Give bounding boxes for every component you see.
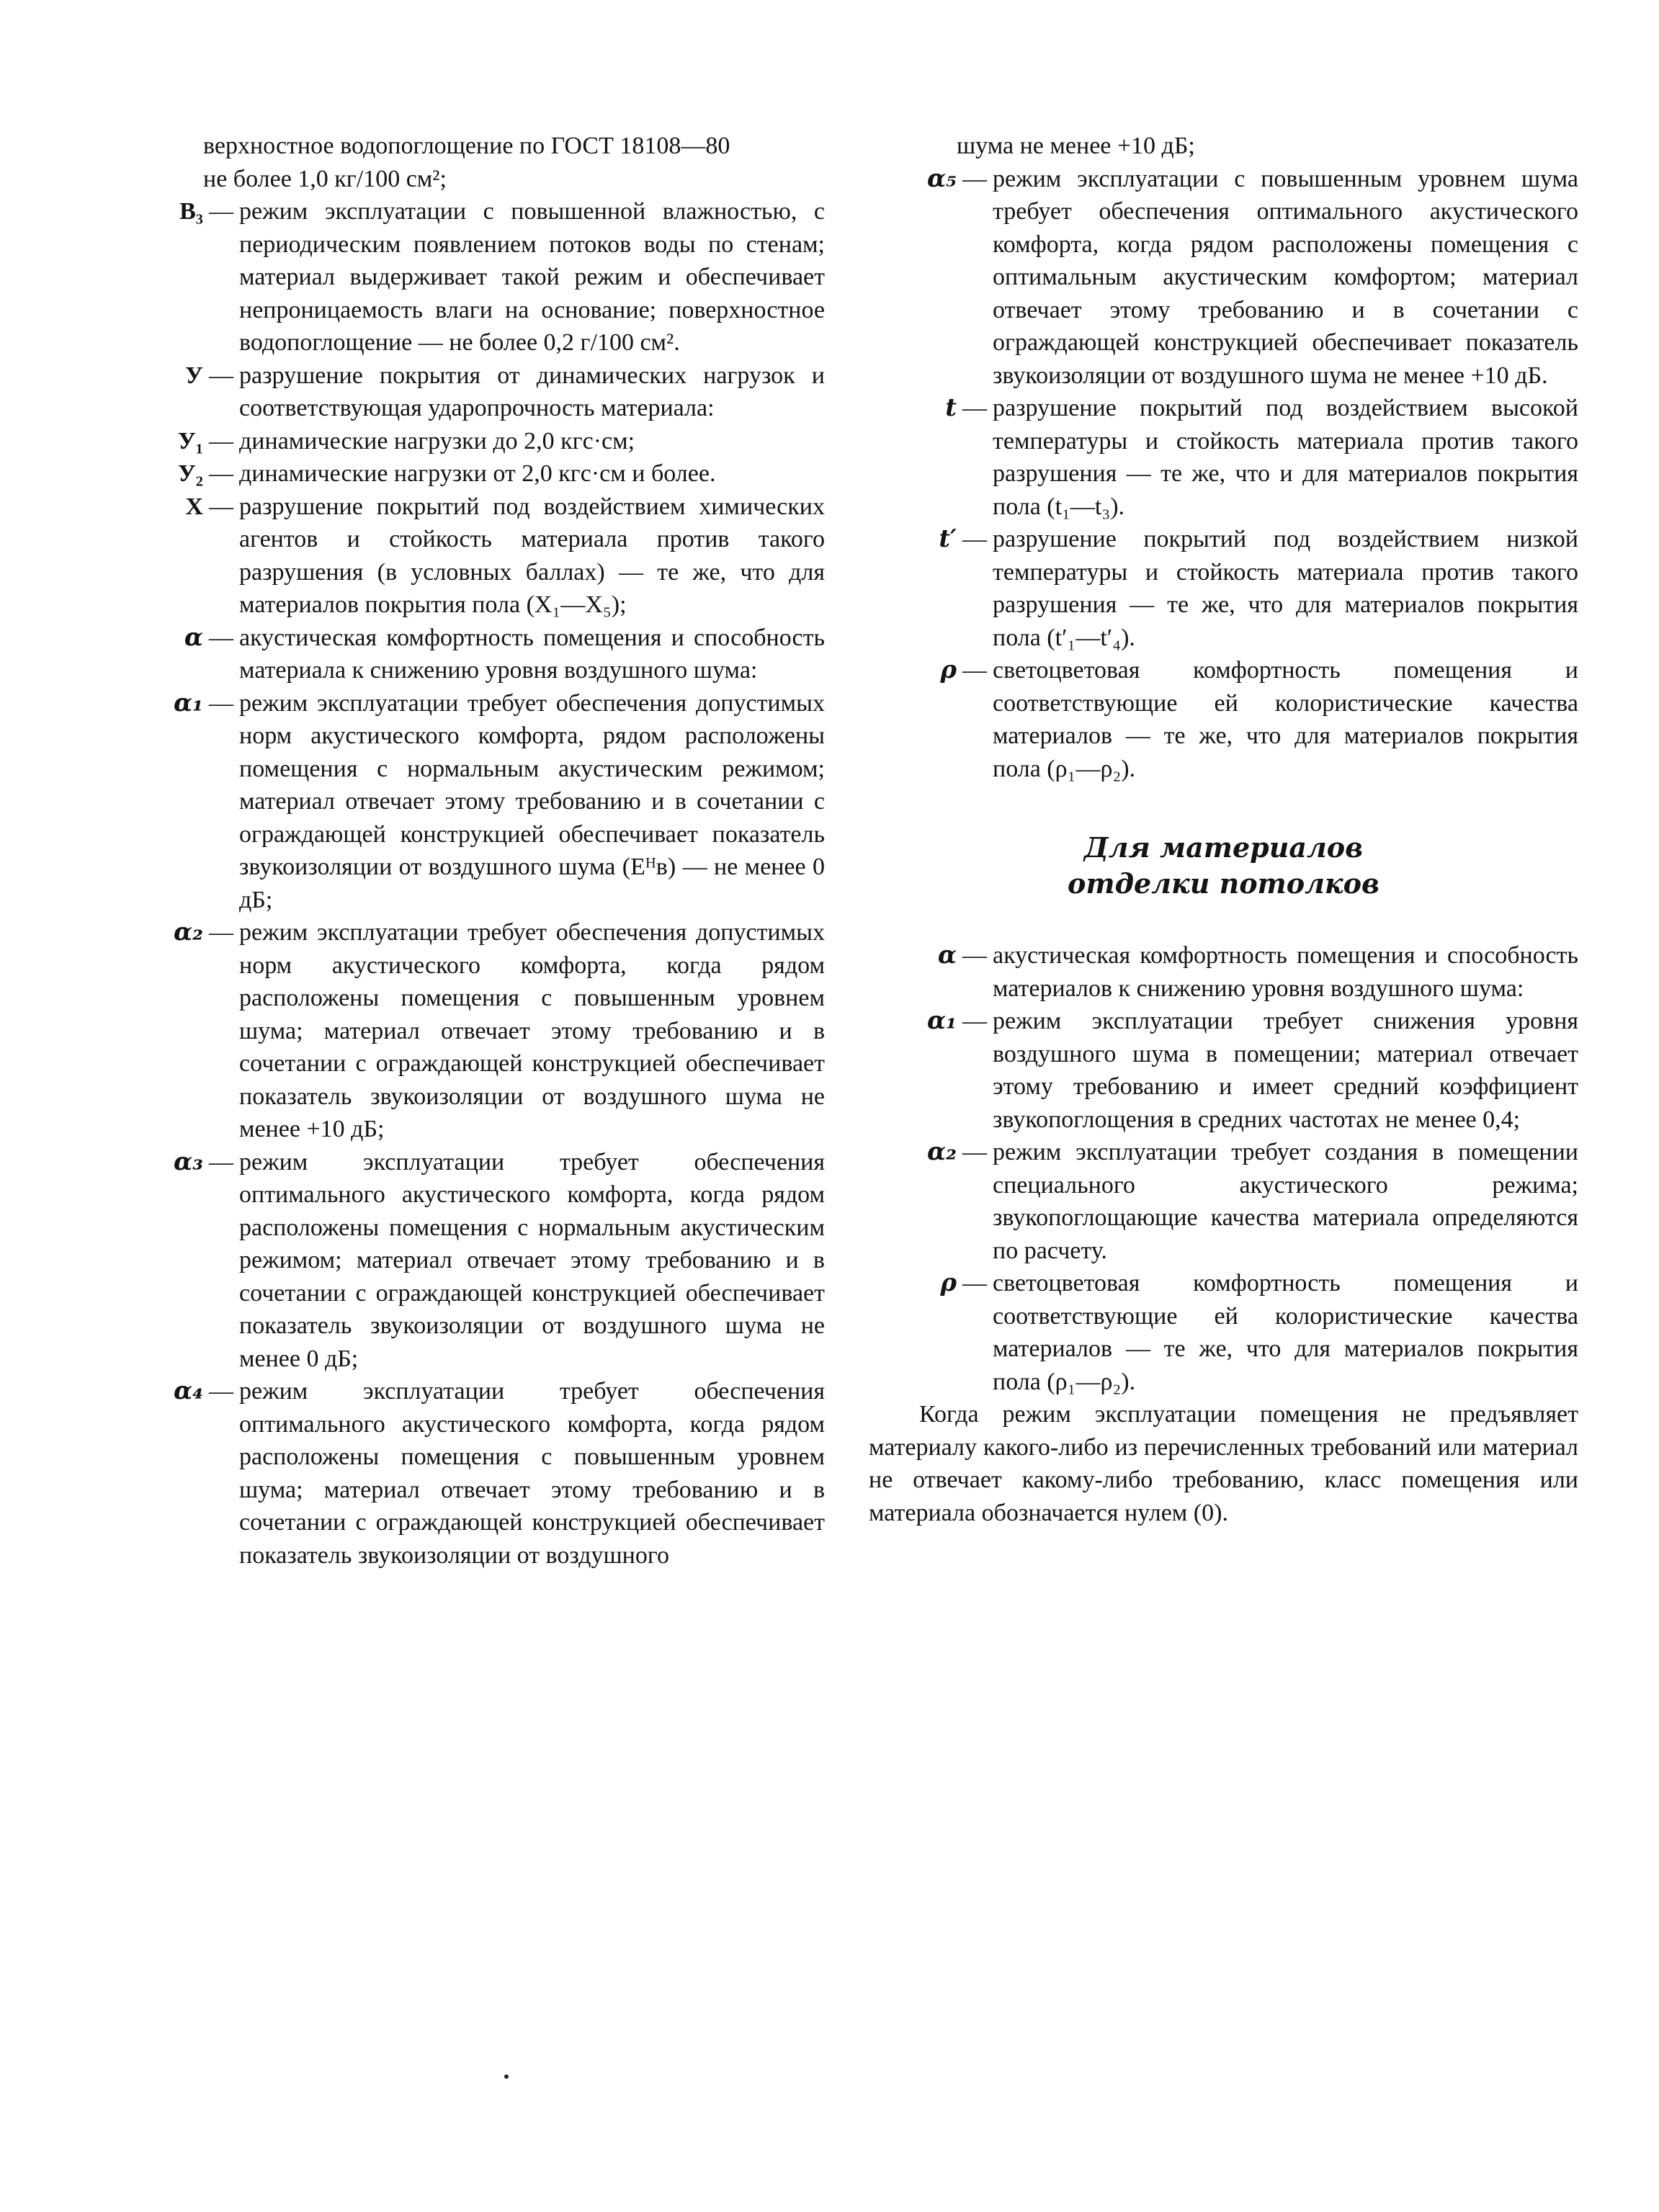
definition-entry [869, 1005, 1578, 1136]
entry-symbol-cell [115, 359, 203, 393]
entry-symbol: α₂ [173, 918, 203, 946]
entry-symbol-cell [869, 163, 957, 196]
closing-paragraph: Когда режим эксплуатации помещения не предъявляет материалу какого-либо из перечисленных требований или материал не отвечает какому-либо требованию, класс помещения или материала обозначается нулем (0). [869, 1401, 1578, 1526]
definition-entry [869, 392, 1578, 523]
entry-dash: — [962, 395, 987, 421]
entry-symbol: ρ [940, 1268, 957, 1297]
entry-text: режим эксплуатации требует снижения уровня воздушного шума в помещении; материал отвечает этому требованию и имеет средний коэффициент звукопоглощения в средних частотах не менее 0,4; [993, 1008, 1578, 1133]
entry-text: акустическая комфортность помещения и способность материала к снижению уровня воздушного шума: [239, 624, 825, 684]
entry-symbol: У₁ [177, 427, 203, 455]
definition-entry [115, 359, 825, 425]
entry-dash: — [962, 1008, 987, 1034]
entry-dash: — [209, 362, 233, 389]
entry-symbol: В₃ [179, 198, 203, 225]
entry-text: разрушение покрытий под воздействием низкой температуры и стойкость материала против такого разрушения — те же, что для материалов покрытия пола (t′₁—t′₄). [993, 526, 1578, 651]
continuation-line: шума не менее +10 дБ; [957, 133, 1195, 159]
entry-symbol-cell [869, 654, 957, 687]
definition-entry [869, 1267, 1578, 1398]
entry-symbol-cell [115, 491, 203, 524]
definition-entry [115, 425, 825, 458]
entry-dash: — [962, 942, 987, 969]
entry-dash: — [209, 624, 233, 651]
entry-text: светоцветовая комфортность помещения и соответствующие ей колористические качества материалов — те же, что для материалов покрытия пола (ρ₁—ρ₂). [993, 657, 1578, 782]
entry-symbol-cell [869, 939, 957, 972]
entry-dash: — [962, 1270, 987, 1297]
entry-symbol: α₅ [926, 164, 957, 193]
entry-text: разрушение покрытий под воздействием химических агентов и стойкость материала против такого разрушения (в условных баллах) — те же, что для материалов покрытия пола (X₁—X₅); [239, 493, 825, 618]
entry-text: режим эксплуатации требует обеспечения оптимального акустического комфорта, когда рядом расположены помещения с повышенным уровнем шума; материал отвечает этому требованию и в сочетании с ограждающей конструкцией обеспечивает показатель звукоизоляции от воздушного [239, 1378, 825, 1569]
entry-dash: — [209, 1148, 233, 1176]
entry-symbol-cell [115, 1375, 203, 1408]
definition-entry [115, 622, 825, 687]
entry-text: режим эксплуатации требует обеспечения допустимых норм акустического комфорта, когда рядом расположены помещения с повышенным уровнем шума; материал отвечает этому требованию и в сочетании с ограждающей конструкцией обеспечивает показатель звукоизоляции от воздушного шума не менее +10 дБ; [239, 919, 825, 1142]
right-entries-list [869, 163, 1578, 786]
entry-text: динамические нагрузки от 2,0 кгс·см и более. [239, 460, 716, 487]
heading-line: отделки потолков [1068, 867, 1379, 900]
entry-text: разрушение покрытия от динамических нагрузок и соответствующая ударопрочность материала: [239, 362, 825, 421]
entry-symbol-cell [115, 1146, 203, 1179]
definition-entry [869, 523, 1578, 654]
entry-text: режим эксплуатации требует создания в помещении специального акустического режима; звукопоглощающие качества материала определяются по расчету. [993, 1139, 1578, 1264]
entry-symbol: α₂ [926, 1137, 957, 1166]
definition-entry [115, 457, 825, 491]
entry-dash: — [209, 198, 233, 225]
entry-dash: — [209, 1378, 233, 1405]
intro-line: не более 1,0 кг/100 см²; [203, 165, 447, 192]
ceiling-entries-list [869, 939, 1578, 1398]
entry-symbol: ρ [940, 655, 957, 684]
right-column [869, 130, 1578, 1529]
entry-text: акустическая комфортность помещения и способность материалов к снижению уровня воздушного шума: [993, 942, 1578, 1002]
entry-symbol: У₂ [177, 460, 203, 487]
entry-dash: — [962, 657, 987, 684]
entry-dash: — [209, 460, 233, 487]
entry-text: динамические нагрузки до 2,0 кгс·см; [239, 427, 635, 455]
entry-symbol: α₁ [173, 688, 203, 717]
entry-text: режим эксплуатации с повышенным уровнем шума требует обеспечения оптимального акустического комфорта, когда рядом расположены помещения с оптимальным акустическим комфортом; материал отвечает этому требованию и в сочетании с ограждающей конструкцией обеспечивает показатель звукоизоляции от воздушного шума не менее +10 дБ. [993, 165, 1578, 389]
entry-dash: — [962, 526, 987, 552]
entry-text: режим эксплуатации требует обеспечения оптимального акустического комфорта, когда рядом расположены помещения с нормальным акустическим режимом; материал отвечает этому требованию и в сочетании с ограждающей конструкцией обеспечивает показатель звукоизоляции от воздушного шума не менее 0 дБ; [239, 1148, 825, 1372]
definition-entry [115, 1375, 825, 1572]
entry-dash: — [962, 1139, 987, 1165]
definition-entry [115, 491, 825, 622]
entry-text: режим эксплуатации требует обеспечения допустимых норм акустического комфорта, рядом расположены помещения с нормальным акустическим режимом; материал отвечает этому требованию и в сочетании с ограждающей конструкцией обеспечивает показатель звукоизоляции от воздушного шума (Eᴴв) — не менее 0 дБ; [239, 689, 825, 913]
entry-dash: — [209, 427, 233, 455]
section-heading [869, 830, 1578, 902]
definition-entry [115, 195, 825, 359]
definition-entry [869, 939, 1578, 1005]
entry-dash: — [209, 689, 233, 717]
stray-mark [504, 2074, 509, 2079]
entry-dash: — [209, 919, 233, 946]
entry-symbol-cell [869, 523, 957, 556]
entry-symbol: t [945, 393, 957, 422]
left-column [115, 130, 825, 1572]
definition-entry [869, 163, 1578, 393]
entry-symbol-cell [115, 687, 203, 720]
entry-symbol: t′ [939, 524, 957, 553]
definition-entry [115, 1146, 825, 1376]
left-entries-list [115, 195, 825, 1572]
definition-entry [115, 687, 825, 917]
entry-symbol: α₃ [173, 1147, 203, 1176]
entry-symbol-cell [115, 916, 203, 949]
entry-symbol-cell [869, 1136, 957, 1169]
heading-line: Для материалов [1083, 831, 1364, 864]
entry-symbol-cell [115, 622, 203, 655]
entry-text: разрушение покрытий под воздействием высокой температуры и стойкость материала против такого разрушения — те же, что и для материалов покрытия пола (t₁—t₃). [993, 395, 1578, 520]
entry-text: режим эксплуатации с повышенной влажностью, с периодическим появлением потоков воды по стенам; материал выдерживает такой режим и обеспечивает непроницаемость влаги на основание; поверхностное водопоглощение — не более 0,2 г/100 см². [239, 198, 825, 356]
entry-symbol-cell [869, 392, 957, 425]
entry-symbol-cell [115, 425, 203, 458]
definition-entry [869, 1136, 1578, 1267]
entry-symbol: α₄ [173, 1376, 203, 1405]
entry-symbol: α [184, 622, 203, 652]
entry-text: светоцветовая комфортность помещения и соответствующие ей колористические качества материалов — те же, что для материалов покрытия пола (ρ₁—ρ₂). [993, 1270, 1578, 1395]
entry-symbol: α [937, 941, 957, 970]
entry-dash: — [962, 165, 987, 192]
entry-symbol: У [185, 362, 203, 389]
definition-entry [869, 654, 1578, 785]
entry-symbol-cell [869, 1267, 957, 1300]
definition-entry [115, 916, 825, 1146]
entry-symbol: Х [185, 493, 203, 520]
entry-symbol: α₁ [926, 1006, 957, 1035]
intro-line: верхностное водопоглощение по ГОСТ 18108—80 [203, 133, 730, 159]
entry-symbol-cell [869, 1005, 957, 1038]
entry-symbol-cell [115, 195, 203, 228]
entry-dash: — [209, 493, 233, 520]
entry-symbol-cell [115, 457, 203, 491]
